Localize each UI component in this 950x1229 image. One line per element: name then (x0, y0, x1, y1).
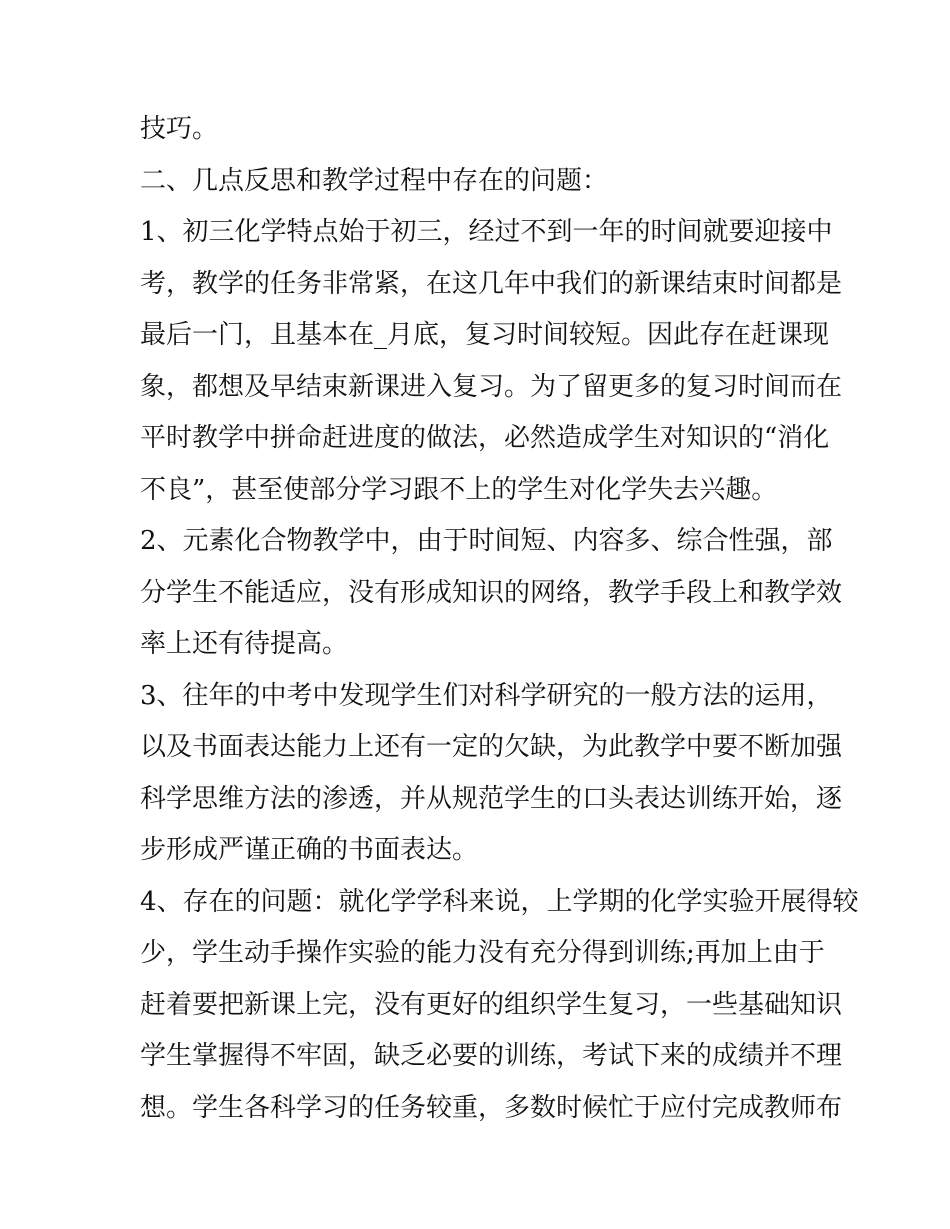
text-line: 少，学生动手操作实验的能力没有充分得到训练;再加上由于 (140, 938, 825, 968)
document-body (140, 104, 859, 1134)
section-heading: 二、几点反思和教学过程中存在的问题： (140, 165, 609, 196)
text-line: 考，教学的任务非常紧，在这几年中我们的新课结束时间都是 (140, 268, 843, 299)
text-line: 技巧。 (140, 114, 219, 144)
text-line: 1、初三化学特点始于初三，经过不到一年的时间就要迎接中 (140, 217, 833, 247)
text-line: 2、元素化合物教学中，由于时间短、内容多、综合性强，部 (140, 526, 833, 556)
text-line: 率上还有待提高。 (140, 629, 349, 659)
text-line: 象，都想及早结束新课进入复习。为了留更多的复习时间而在 (140, 371, 843, 402)
text-line: 学生掌握得不牢固，缺乏必要的训练，考试下来的成绩并不理 (140, 1041, 843, 1071)
text-line: 以及书面表达能力上还有一定的欠缺，为此教学中要不断加强 (140, 732, 843, 762)
text-line: 科学思维方法的渗透，并从规范学生的口头表达训练开始，逐 (140, 783, 843, 814)
text-line: 4、存在的问题：就化学学科来说，上学期的化学实验开展得较 (140, 886, 859, 917)
text-line: 最后一门，且基本在_月底，复习时间较短。因此存在赶课现 (140, 320, 830, 350)
text-line: 平时教学中拼命赶进度的做法，必然造成学生对知识的“消化 (140, 423, 830, 453)
text-line: 想。学生各科学习的任务较重，多数时候忙于应付完成教师布 (140, 1092, 843, 1123)
text-line: 步形成严谨正确的书面表达。 (140, 835, 479, 865)
text-line: 3、往年的中考中发现学生们对科学研究的一般方法的运用， (140, 680, 833, 711)
text-line: 分学生不能适应，没有形成知识的网络，教学手段上和教学效 (140, 577, 843, 608)
text-line: 不良”，甚至使部分学习跟不上的学生对化学失去兴趣。 (140, 474, 778, 505)
text-line: 赶着要把新课上完，没有更好的组织学生复习，一些基础知识 (140, 989, 843, 1020)
